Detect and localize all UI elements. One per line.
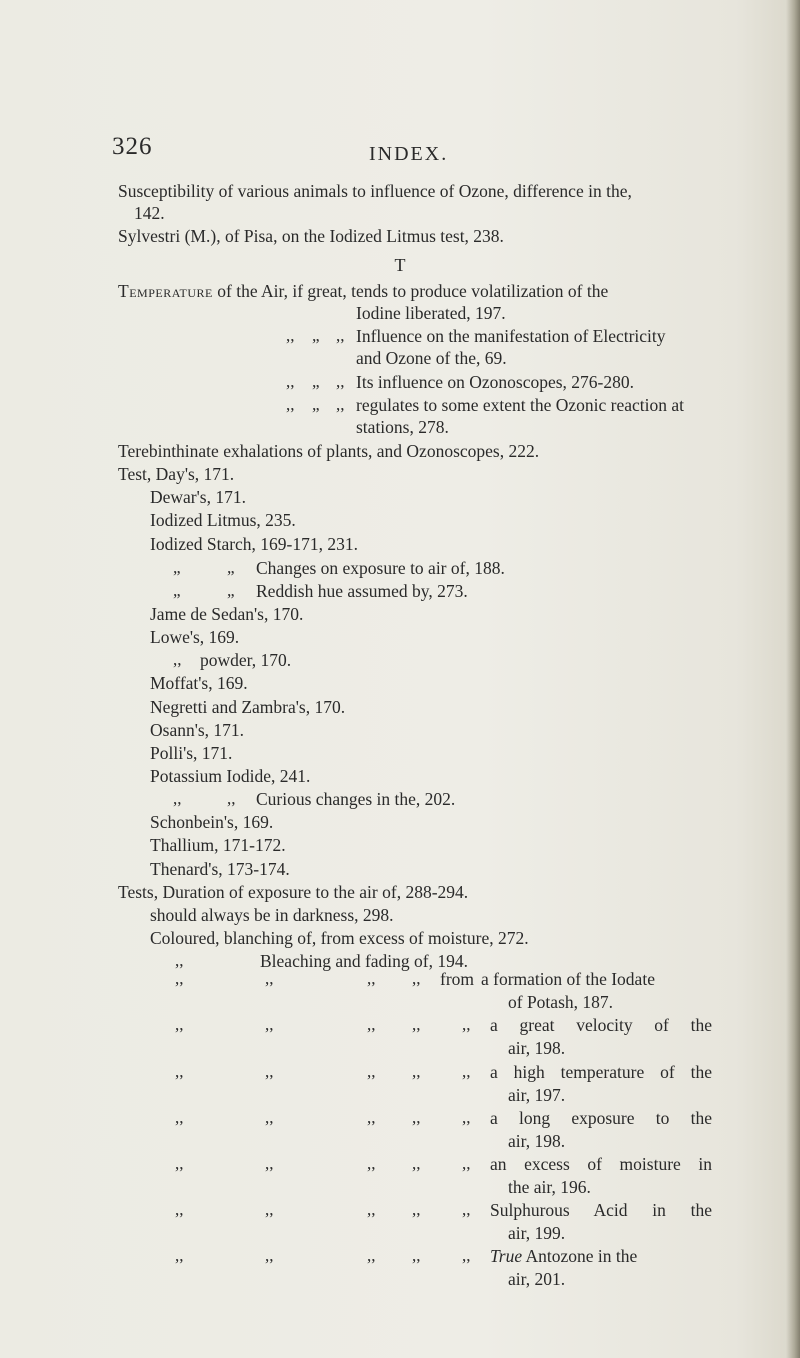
entry-potassium-curious: Curious changes in the, 202. — [256, 789, 456, 809]
entry-test-schonbein: Schonbein's, 169. — [150, 812, 274, 832]
ditto-mark: ,, — [265, 1154, 274, 1173]
entry-tests-darkness: should always be in darkness, 298. — [150, 905, 394, 925]
ditto-mark: ,, — [462, 1246, 471, 1265]
entry-test-lowe: Lowe's, 169. — [150, 627, 240, 647]
ditto-mark: ,, — [265, 1062, 274, 1081]
ditto-mark: „ — [312, 372, 320, 391]
ditto-mark: ,, — [367, 1154, 376, 1173]
sub-high-temperature: a high temperature of the — [490, 1062, 712, 1082]
ditto-mark: ,, — [175, 951, 184, 970]
page-number: 326 — [112, 133, 153, 160]
ditto-mark: ,, — [412, 969, 421, 988]
entry-tests-bleaching: Bleaching and fading of, 194. — [260, 951, 469, 971]
section-letter: T — [394, 255, 406, 275]
ditto-mark: ,, — [367, 1200, 376, 1219]
ditto-mark: ,, — [412, 1015, 421, 1034]
entry-test-moffat: Moffat's, 169. — [150, 673, 248, 693]
ditto-mark: ,, — [412, 1200, 421, 1219]
ditto-mark: ,, — [286, 326, 295, 345]
entry-test: Test, Day's, 171. — [118, 464, 235, 484]
ditto-mark: ,, — [462, 1200, 471, 1219]
running-head: INDEX. — [369, 143, 449, 165]
sub-high-temperature-cont: air, 197. — [508, 1085, 566, 1105]
ditto-mark: ,, — [367, 1246, 376, 1265]
ditto-mark: ,, — [462, 1015, 471, 1034]
ditto-mark: ,, — [336, 372, 345, 391]
ditto-mark: ,, — [286, 395, 295, 414]
sub-true-antozone-cont: air, 201. — [508, 1269, 566, 1289]
entry-test-iodized-starch: Iodized Starch, 169-171, 231. — [150, 534, 359, 554]
sub-true-antozone-text: Antozone in the — [522, 1246, 638, 1266]
entry-test-negretti: Negretti and Zambra's, 170. — [150, 697, 346, 717]
ditto-mark: „ — [227, 558, 235, 577]
ditto-mark: ,, — [412, 1062, 421, 1081]
page-edge-shadow — [786, 0, 800, 1358]
ditto-mark: ,, — [175, 1015, 184, 1034]
ditto-mark: ,, — [175, 1154, 184, 1173]
ditto-mark: ,, — [336, 326, 345, 345]
entry-temperature-influence: Influence on the manifestation of Electricity — [356, 326, 666, 346]
entry-starch-changes: Changes on exposure to air of, 188. — [256, 558, 505, 578]
entry-sylvestri: Sylvestri (M.), of Pisa, on the Iodized Litmus test, 238. — [118, 226, 504, 246]
entry-temperature-text: of the Air, if great, tends to produce volatilization of the — [212, 281, 609, 301]
ditto-mark: ,, — [462, 1062, 471, 1081]
entry-test-dewar: Dewar's, 171. — [150, 487, 246, 507]
ditto-mark: ,, — [265, 1015, 274, 1034]
entry-test-thallium: Thallium, 171-172. — [150, 835, 286, 855]
ditto-mark: ,, — [175, 1108, 184, 1127]
entry-test-iodized-litmus: Iodized Litmus, 235. — [150, 510, 296, 530]
entry-susceptibility: Susceptibility of various animals to influence of Ozone, difference in the, — [118, 181, 632, 201]
sub-velocity-cont: air, 198. — [508, 1038, 566, 1058]
sub-excess-moisture: an excess of moisture in — [490, 1154, 712, 1174]
italic-true: True — [490, 1246, 523, 1266]
ditto-mark: „ — [173, 581, 181, 600]
from-word: from — [440, 969, 475, 989]
ditto-mark: ,, — [412, 1246, 421, 1265]
sub-sulphurous-acid-cont: air, 199. — [508, 1223, 566, 1243]
ditto-mark: „ — [173, 558, 181, 577]
ditto-mark: ,, — [412, 1108, 421, 1127]
ditto-mark: ,, — [367, 1062, 376, 1081]
ditto-mark: ,, — [173, 789, 182, 808]
entry-test-potassium: Potassium Iodide, 241. — [150, 766, 311, 786]
sub-sulphurous-acid: Sulphurous Acid in the — [490, 1200, 712, 1220]
ditto-mark: ,, — [367, 1015, 376, 1034]
entry-test-thenard: Thenard's, 173-174. — [150, 859, 290, 879]
headword-temperature: Temperature — [118, 281, 213, 301]
entry-temperature-influence-cont: and Ozone of the, 69. — [356, 348, 507, 368]
ditto-mark: ,, — [175, 1246, 184, 1265]
ditto-mark: ,, — [265, 1200, 274, 1219]
entry-tests-coloured: Coloured, blanching of, from excess of moisture, 272. — [150, 928, 529, 948]
sub-long-exposure-cont: air, 198. — [508, 1131, 566, 1151]
ditto-mark: ,, — [175, 969, 184, 988]
entry-susceptibility-cont: 142. — [134, 203, 165, 223]
entry-temperature-regulates: regulates to some extent the Ozonic reaction at — [356, 395, 684, 415]
entry-test-jame: Jame de Sedan's, 170. — [150, 604, 304, 624]
ditto-mark: ,, — [265, 1108, 274, 1127]
ditto-mark: ,, — [265, 969, 274, 988]
ditto-mark: ,, — [227, 789, 236, 808]
ditto-mark: ,, — [367, 969, 376, 988]
entry-starch-reddish: Reddish hue assumed by, 273. — [256, 581, 468, 601]
entry-temperature-regulates-cont: stations, 278. — [356, 417, 449, 437]
ditto-mark: ,, — [265, 1246, 274, 1265]
ditto-mark: „ — [312, 395, 320, 414]
entry-temperature-ozonoscopes: Its influence on Ozonoscopes, 276-280. — [356, 372, 634, 392]
entry-test-polli: Polli's, 171. — [150, 743, 233, 763]
ditto-mark: ,, — [412, 1154, 421, 1173]
ditto-mark: ,, — [462, 1108, 471, 1127]
ditto-mark: ,, — [286, 372, 295, 391]
sub-true-antozone — [490, 1245, 637, 1267]
ditto-mark: ,, — [175, 1200, 184, 1219]
entry-terebinthinate: Terebinthinate exhalations of plants, and Ozonoscopes, 222. — [118, 441, 540, 461]
ditto-mark: ,, — [462, 1154, 471, 1173]
ditto-mark: ,, — [336, 395, 345, 414]
sub-iodate: a formation of the Iodate — [481, 969, 655, 989]
entry-test-osann: Osann's, 171. — [150, 720, 245, 740]
ditto-mark: „ — [227, 581, 235, 600]
sub-long-exposure: a long exposure to the — [490, 1108, 712, 1128]
entry-tests-duration: Tests, Duration of exposure to the air of, 288-294. — [118, 882, 469, 902]
sub-iodate-cont: of Potash, 187. — [508, 992, 613, 1012]
entry-temperature — [118, 280, 608, 302]
sub-excess-moisture-cont: the air, 196. — [508, 1177, 591, 1197]
entry-lowe-powder: powder, 170. — [200, 650, 292, 670]
ditto-mark: „ — [312, 326, 320, 345]
ditto-mark: ,, — [367, 1108, 376, 1127]
sub-velocity: a great velocity of the — [490, 1015, 712, 1035]
entry-temperature-cont: Iodine liberated, 197. — [356, 303, 506, 323]
ditto-mark: ,, — [173, 650, 182, 669]
ditto-mark: ,, — [175, 1062, 184, 1081]
